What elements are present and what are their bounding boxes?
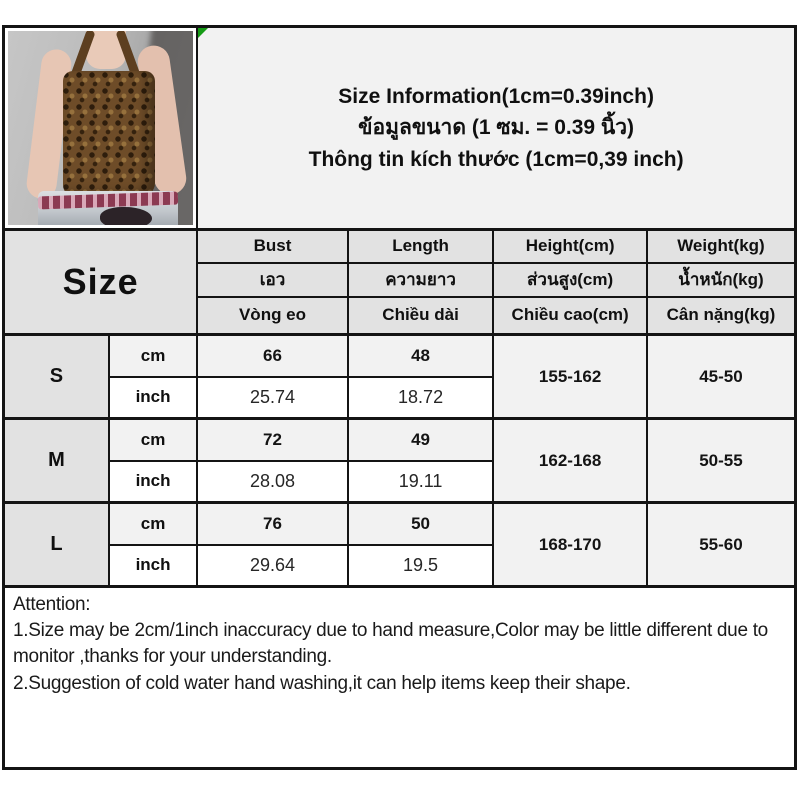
row-m-cm [4,419,796,461]
unit-inch-l: inch [109,545,197,587]
unit-cm-l: cm [109,503,197,545]
header-row-en [4,230,796,263]
photo-title-row [4,27,796,230]
unit-cm-m: cm [109,419,197,461]
l-height: 168-170 [493,503,647,587]
product-photo [8,31,193,225]
m-length-cm: 49 [348,419,494,461]
col-header-height-th: ส่วนสูง(cm) [493,263,647,297]
col-header-height-vi: Chiều cao(cm) [493,297,647,335]
attention-cell [4,587,796,769]
size-header-cell: Size [4,230,198,335]
attention-note-2: 2.Suggestion of cold water hand washing,it can help items keep their shape. [13,672,631,694]
col-header-length-en: Length [348,230,494,263]
col-header-height-en: Height(cm) [493,230,647,263]
col-header-length-vi: Chiều dài [348,297,494,335]
col-header-weight-en: Weight(kg) [647,230,796,263]
title-th: ข้อมูลขนาด (1 ซม. = 0.39 นิ้ว) [358,116,635,140]
product-photo-cell [4,27,198,230]
attention-note-1: 1.Size may be 2cm/1inch inaccuracy due to hand measure,Color may be little different due to monitor ,thanks for your understanding. [13,620,768,668]
s-bust-cm: 66 [197,335,348,377]
leopard-print-top [63,71,155,197]
title-vi: Thông tin kích thước (1cm=0,39 inch) [308,147,684,171]
title-cell [197,27,795,230]
size-m-cell: M [4,419,109,503]
col-header-bust-th: เอว [197,263,348,297]
row-l-cm [4,503,796,545]
size-chart-sheet [2,25,797,770]
s-length-inch: 18.72 [348,377,494,419]
m-height: 162-168 [493,419,647,503]
unit-inch-s: inch [109,377,197,419]
green-corner-marker-icon [198,28,208,38]
col-header-weight-th: น้ำหนัก(kg) [647,263,796,297]
size-s-cell: S [4,335,109,419]
col-header-weight-vi: Cân nặng(kg) [647,297,796,335]
title-en: Size Information(1cm=0.39inch) [338,85,654,109]
l-bust-inch: 29.64 [197,545,348,587]
attention-row [4,587,796,769]
s-height: 155-162 [493,335,647,419]
l-weight: 55-60 [647,503,796,587]
unit-inch-m: inch [109,461,197,503]
size-l-cell: L [4,503,109,587]
m-length-inch: 19.11 [348,461,494,503]
s-weight: 45-50 [647,335,796,419]
title-block [198,28,794,228]
row-s-cm [4,335,796,377]
unit-cm-s: cm [109,335,197,377]
l-length-inch: 19.5 [348,545,494,587]
dark-accessory [100,207,152,225]
s-length-cm: 48 [348,335,494,377]
col-header-length-th: ความยาว [348,263,494,297]
col-header-bust-vi: Vòng eo [197,297,348,335]
m-bust-inch: 28.08 [197,461,348,503]
l-bust-cm: 76 [197,503,348,545]
m-bust-cm: 72 [197,419,348,461]
size-table [2,25,797,770]
l-length-cm: 50 [348,503,494,545]
attention-heading: Attention: [13,594,91,615]
col-header-bust-en: Bust [197,230,348,263]
s-bust-inch: 25.74 [197,377,348,419]
m-weight: 50-55 [647,419,796,503]
